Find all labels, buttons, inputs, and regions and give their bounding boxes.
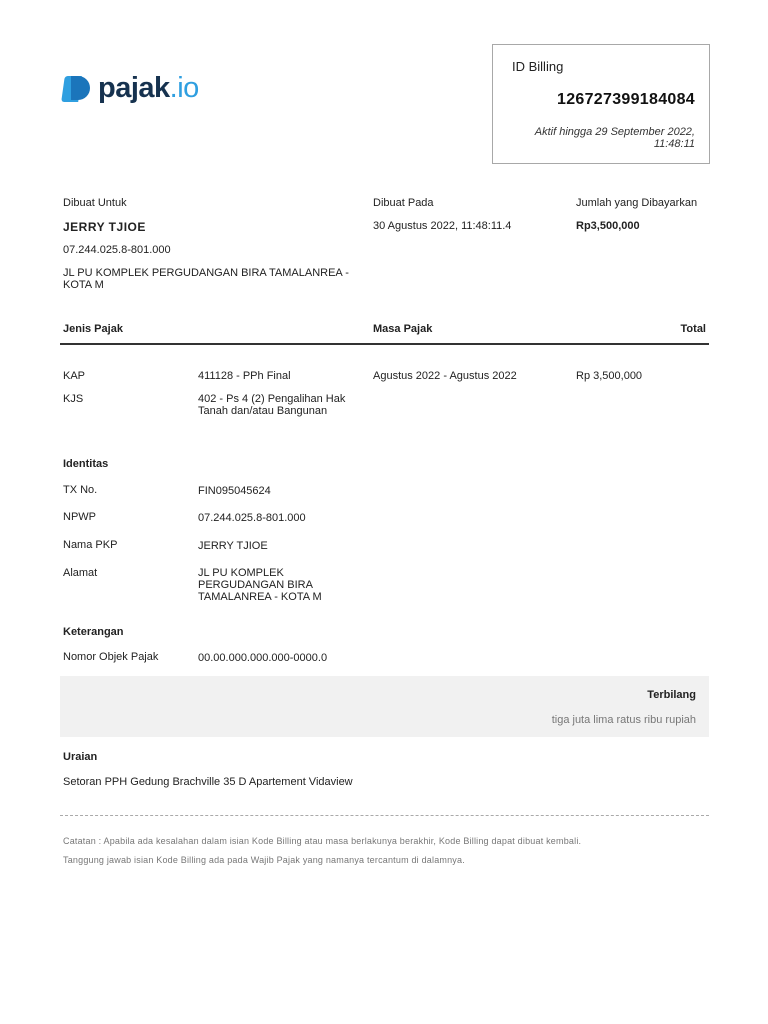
table-divider <box>60 343 709 345</box>
masa-pajak-value: Agustus 2022 - Agustus 2022 <box>373 370 517 382</box>
nama-pkp-label: Nama PKP <box>63 539 118 551</box>
billing-id-label: ID Billing <box>512 59 564 74</box>
billing-expiry: Aktif hingga 29 September 2022, 11:48:11 <box>534 126 695 150</box>
identitas-title: Identitas <box>63 458 109 470</box>
billing-id-value: 126727399184084 <box>557 91 695 108</box>
nop-value: 00.00.000.000.000-0000.0 <box>198 652 328 664</box>
kap-value: 411128 - PPh Final <box>198 370 291 382</box>
customer-npwp: 07.244.025.8-801.000 <box>63 244 171 256</box>
pajak-logo-icon <box>63 74 90 102</box>
alamat-label: Alamat <box>63 567 98 579</box>
uraian-value: Setoran PPH Gedung Brachville 35 D Apartement Vidaview <box>63 776 353 788</box>
note-line-1: Catatan : Apabila ada kesalahan dalam isian Kode Billing atau masa berlakunya berakhir, Kode Billing dapat dibuat kembali. <box>63 836 582 846</box>
terbilang-label: Terbilang <box>647 689 696 701</box>
kjs-label: KJS <box>63 393 84 405</box>
customer-address: JL PU KOMPLEK PERGUDANGAN BIRA TAMALANREA - KOTA M <box>63 267 349 291</box>
uraian-title: Uraian <box>63 751 98 763</box>
created-at-value: 30 Agustus 2022, 11:48:11.4 <box>373 220 512 232</box>
tx-no-value: FIN095045624 <box>198 485 271 497</box>
alamat-value: JL PU KOMPLEK PERGUDANGAN BIRA TAMALANREA - KOTA M <box>198 567 322 603</box>
total-value: Rp 3,500,000 <box>576 370 643 382</box>
nama-pkp-value: JERRY TJIOE <box>198 540 268 552</box>
col-total: Total <box>680 323 706 335</box>
terbilang-value: tiga juta lima ratus ribu rupiah <box>551 714 696 726</box>
customer-name: JERRY TJIOE <box>63 220 146 234</box>
keterangan-title: Keterangan <box>63 626 124 638</box>
footer-divider <box>60 815 709 816</box>
kjs-value: 402 - Ps 4 (2) Pengalihan Hak Tanah dan/atau Bangunan <box>198 393 346 417</box>
nop-label: Nomor Objek Pajak <box>63 651 159 663</box>
created-for-label: Dibuat Untuk <box>63 197 127 209</box>
logo-wordmark: pajak.io <box>98 71 199 104</box>
npwp-value: 07.244.025.8-801.000 <box>198 512 306 524</box>
kap-label: KAP <box>63 370 86 382</box>
npwp-label: NPWP <box>63 511 96 523</box>
note-line-2: Tanggung jawab isian Kode Billing ada pada Wajib Pajak yang namanya tercantum di dalamnya. <box>63 855 465 865</box>
amount-value: Rp3,500,000 <box>576 220 640 232</box>
terbilang-box <box>60 676 709 737</box>
col-masa-pajak: Masa Pajak <box>373 323 433 335</box>
created-at-label: Dibuat Pada <box>373 197 434 209</box>
billing-id-box <box>492 44 710 164</box>
amount-label: Jumlah yang Dibayarkan <box>576 197 698 209</box>
pajak-io-logo <box>63 72 199 104</box>
col-jenis-pajak: Jenis Pajak <box>63 323 123 335</box>
tx-no-label: TX No. <box>63 484 98 496</box>
